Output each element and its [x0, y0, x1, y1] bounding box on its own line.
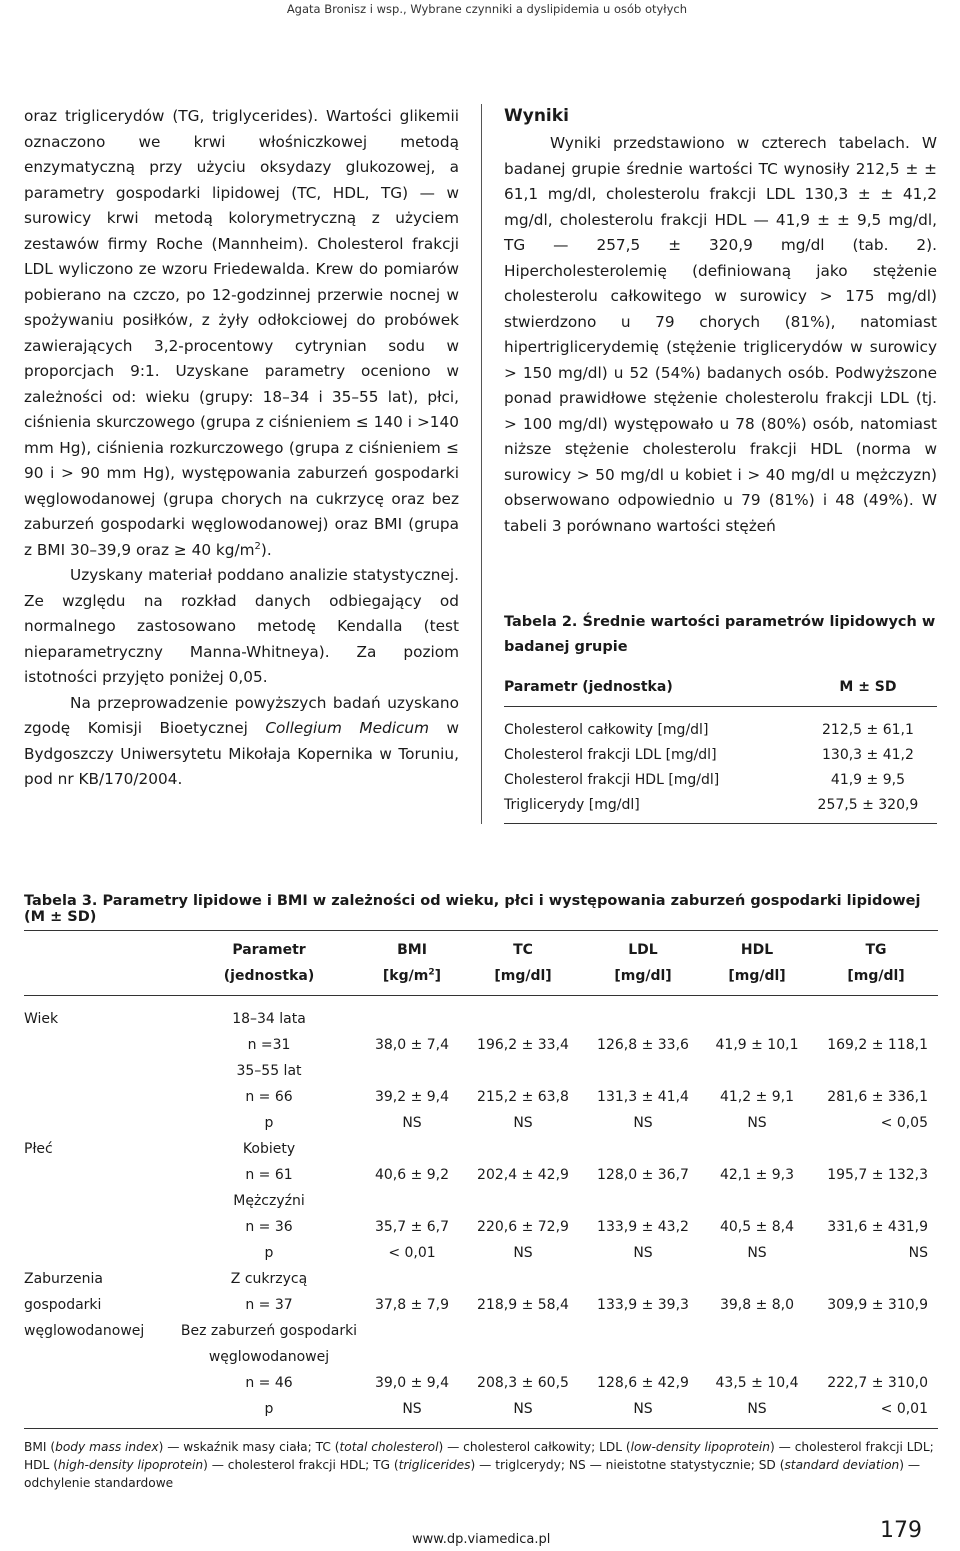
- table-row: [504, 767, 937, 792]
- table-cell-group: n = 37: [245, 1297, 293, 1313]
- footnote-part: ) — odchylenie standardowe: [24, 1458, 921, 1490]
- table3-unit-cell: [24, 963, 174, 996]
- table-cell-group: Z cukrzycą: [230, 1271, 308, 1287]
- table-cell-group: Kobiety: [242, 1141, 296, 1157]
- table-row: [24, 1110, 938, 1136]
- table-cell-value: NS: [513, 1245, 533, 1261]
- table-row: [24, 996, 938, 1033]
- table-cell-value: [586, 1136, 700, 1162]
- footnote-part: standard deviation: [784, 1458, 900, 1472]
- table-cell-value: 41,9 ± 10,1: [715, 1037, 799, 1053]
- table-cell-value: [814, 1318, 938, 1344]
- footnote-part: ) — cholesterol frakcji HDL; TG (: [203, 1458, 399, 1472]
- table-cell-value: 222,7 ± 310,0: [827, 1375, 928, 1391]
- methods-paragraph-1: [24, 104, 459, 563]
- table-cell-value: 39,2 ± 9,4: [374, 1089, 450, 1105]
- table-cell-value: [814, 1058, 938, 1084]
- table-cell-value: 39,8 ± 8,0: [719, 1297, 795, 1313]
- table-cell-value: 131,3 ± 41,4: [597, 1089, 689, 1105]
- table3-header-cell: TG: [865, 942, 887, 958]
- table-cell-value: [700, 1188, 814, 1214]
- table-cell-category: [24, 1240, 174, 1266]
- table-cell-group: p: [174, 1396, 364, 1429]
- ethics-text: Na przeprowadzenie powyższych badań uzyskano zgodę Komisji Bioetycznej: [24, 693, 459, 737]
- table-cell-value: [364, 1266, 460, 1292]
- table-cell-value: NS: [633, 1115, 653, 1131]
- table-cell-value: [814, 1188, 938, 1214]
- table-cell-value: [700, 1058, 814, 1084]
- methods-paragraph-2: Uzyskany materiał poddano analizie statystycznej. Ze względu na rozkład danych odbiegający od normalnego zastosowano metodę Kendalla (test nieparametryczny Manna-Whitneya). Za poziom istotności przyjęto poniżej 0,05.: [24, 566, 459, 686]
- table3-unit-cell: [364, 963, 460, 996]
- table-cell-param: Cholesterol frakcji HDL [mg/dl]: [504, 771, 720, 788]
- table2-caption: Tabela 2. Średnie wartości parametrów lipidowych w badanej grupie: [504, 614, 936, 655]
- table-cell-category: [24, 1188, 174, 1214]
- footnote-part: total cholesterol: [339, 1440, 439, 1454]
- table-cell-value: 208,3 ± 60,5: [477, 1375, 569, 1391]
- table-cell-value: [700, 1318, 814, 1344]
- table-cell-value: [586, 1188, 700, 1214]
- table-cell-value: 331,6 ± 431,9: [827, 1219, 928, 1235]
- table3-footnote: [24, 1438, 938, 1492]
- table-cell-value: [586, 1318, 700, 1344]
- table-cell-value: [700, 1136, 814, 1162]
- methods-text: oraz triglicerydów (TG, triglycerides). Wartości glikemii oznaczono we krwi włośniczkowej metodą enzymatyczną przy użyciu oksydazy glukozowej, a parametry gospodarki lipidowej (TC, HDL, TG) — w surowicy krwi metodą kolorymetryczną z użyciem zestawów firmy Roche (Mannheim). Cholesterol frakcji LDL wyliczono ze wzoru Friedewalda. Krew do pomiarów pobierano na czczo, po 12-godzinnej przerwie nocnej w spożywaniu posiłków, z żyły odłokciowej do probówek zawierających 3,2-procentowy cytrynian sodu w proporcjach 9:1. Uzyskane parametry oceniono w zależności od: wieku (grupy: 18–34 i 35–55 lat), płci, ciśnienia skurczowego (grupa z ciśnieniem ≤ 140 i >140 mm Hg), ciśnienia rozkurczowego (grupa z ciśnieniem ≤ 90 i > 90 mm Hg), występowania zaburzeń gospodarki węglowodanowej (grupa chorych na cukrzycę oraz bez zaburzeń gospodarki węglowodanowej) oraz BMI (grupa z BMI 30–39,9 oraz ≥ 40 kg/m: [24, 107, 459, 559]
- table-cell-category: [24, 1084, 174, 1110]
- table3: [24, 930, 938, 1429]
- table-cell-category: Wiek: [24, 1011, 59, 1027]
- table-cell-category: gospodarki: [24, 1297, 102, 1313]
- table-cell-value: [700, 996, 814, 1033]
- table-cell-value: 195,7 ± 132,3: [827, 1167, 928, 1183]
- table-cell-category: [24, 1214, 174, 1240]
- table-cell-value: [814, 1344, 938, 1370]
- ethics-text-end: w Bydgoszczy Uniwersytetu Mikołaja Kopernika w Toruniu, pod nr KB/170/2004.: [24, 719, 460, 788]
- column-divider: [481, 104, 482, 824]
- table2-header-param: Parametr (jednostka): [504, 668, 799, 707]
- table-cell-param: Triglicerydy [mg/dl]: [504, 792, 799, 824]
- table-cell-group: n = 36: [245, 1219, 293, 1235]
- footnote-part: BMI (: [24, 1440, 56, 1454]
- table-cell-value: 41,2 ± 9,1: [719, 1089, 795, 1105]
- table-cell-value: 39,0 ± 9,4: [374, 1375, 450, 1391]
- table-cell-value: 128,0 ± 36,7: [597, 1167, 689, 1183]
- table-cell-value: 257,5 ± 320,9: [799, 792, 937, 824]
- table-cell-value: [364, 1136, 460, 1162]
- table-cell-param: Cholesterol całkowity [mg/dl]: [504, 721, 709, 738]
- footnote-part: ) — wskaźnik masy ciała; TC (: [158, 1440, 340, 1454]
- table-cell-value: 196,2 ± 33,4: [477, 1037, 569, 1053]
- table-cell-value: NS: [633, 1245, 653, 1261]
- table-cell-value: [460, 1266, 586, 1292]
- table-cell-value: [814, 1266, 938, 1292]
- table3-header-cell: LDL: [628, 942, 658, 958]
- table-row: [24, 1292, 938, 1318]
- table-cell-value: NS: [700, 1396, 814, 1429]
- table-cell-value: 38,0 ± 7,4: [374, 1037, 450, 1053]
- table2: [504, 668, 937, 824]
- footnote-part: ) — cholesterol całkowity; LDL (: [438, 1440, 631, 1454]
- table-cell-value: NS: [364, 1396, 460, 1429]
- footnote-part: ) — cholesterol frakcji LDL; HDL (: [24, 1440, 934, 1472]
- table-cell-value: 169,2 ± 118,1: [827, 1037, 928, 1053]
- table-cell-value: 218,9 ± 58,4: [477, 1297, 569, 1313]
- table3-header-cell: BMI: [397, 942, 427, 958]
- table3-unit-cell: [mg/dl]: [586, 963, 700, 996]
- table-cell-param: Cholesterol frakcji LDL [mg/dl]: [504, 746, 717, 763]
- table-cell-value: 212,5 ± 61,1: [822, 721, 914, 738]
- table-cell-value: [460, 996, 586, 1033]
- table-cell-value: [460, 1188, 586, 1214]
- table-cell-value: [460, 1058, 586, 1084]
- table-cell-value: [364, 996, 460, 1033]
- table-cell-value: 133,9 ± 43,2: [597, 1219, 689, 1235]
- table3-header-cell: [24, 931, 174, 964]
- table3-unit-cell: [mg/dl]: [700, 963, 814, 996]
- table-row: [24, 1396, 938, 1429]
- superscript: 2: [428, 967, 435, 978]
- table-cell-category: [24, 1396, 174, 1429]
- table-row: [24, 1344, 938, 1370]
- table-row: [24, 1058, 938, 1084]
- table-cell-value: NS: [747, 1245, 767, 1261]
- table-cell-value: 37,8 ± 7,9: [374, 1297, 450, 1313]
- table-cell-value: 40,6 ± 9,2: [374, 1167, 450, 1183]
- table-cell-value: [460, 1318, 586, 1344]
- table-cell-value: NS: [513, 1115, 533, 1131]
- footer-url: www.dp.viamedica.pl: [412, 1532, 551, 1547]
- table-row: [504, 742, 937, 767]
- table-cell-value: [364, 1344, 460, 1370]
- table-row: [24, 1032, 938, 1058]
- table-cell-group: p: [264, 1245, 274, 1261]
- page-number: 179: [880, 1518, 922, 1543]
- table-cell-value: [364, 1318, 460, 1344]
- table-cell-value: 215,2 ± 63,8: [477, 1089, 569, 1105]
- footnote-part: high-density lipoprotein: [57, 1458, 204, 1472]
- table-cell-group: n =31: [247, 1037, 291, 1053]
- table-cell-value: [364, 1058, 460, 1084]
- table-row: [24, 1240, 938, 1266]
- methods-paragraph-3: [24, 691, 459, 793]
- table-cell-value: [460, 1136, 586, 1162]
- table-cell-value: NS: [747, 1115, 767, 1131]
- running-title: Agata Bronisz i wsp., Wybrane czynniki a dyslipidemia u osób otyłych: [286, 2, 687, 16]
- table-row: [24, 1318, 938, 1344]
- table-cell-group: 35–55 lat: [236, 1063, 302, 1079]
- table-cell-group: węglowodanowej: [208, 1349, 330, 1365]
- table-cell-value: 220,6 ± 72,9: [477, 1219, 569, 1235]
- table-cell-value: 35,7 ± 6,7: [374, 1219, 450, 1235]
- footnote-part: triglicerides: [398, 1458, 471, 1472]
- table-cell-value: [700, 1266, 814, 1292]
- table-cell-value: [700, 1344, 814, 1370]
- table-cell-category: Zaburzenia: [24, 1271, 103, 1287]
- right-column: [504, 104, 937, 539]
- table-cell-value: [586, 1058, 700, 1084]
- footnote-part: low-density lipoprotein: [630, 1440, 770, 1454]
- table3-unit-cell: (jednostka): [174, 963, 364, 996]
- table-cell-value: < 0,01: [388, 1245, 436, 1261]
- table-cell-value: [814, 996, 938, 1033]
- table-row: [24, 1188, 938, 1214]
- table-cell-category: [24, 1032, 174, 1058]
- table3-unit-cell: [mg/dl]: [814, 963, 938, 996]
- table-cell-category: [24, 1162, 174, 1188]
- table-cell-value: NS: [586, 1396, 700, 1429]
- table-cell-value: 309,9 ± 310,9: [827, 1297, 928, 1313]
- table-cell-group: n = 46: [245, 1375, 293, 1391]
- left-column: [24, 104, 459, 793]
- table-row: [24, 1084, 938, 1110]
- table-cell-value: < 0,01: [814, 1396, 938, 1429]
- table-cell-value: 130,3 ± 41,2: [822, 746, 914, 763]
- table-cell-category: węglowodanowej: [24, 1323, 145, 1339]
- table-row: [504, 707, 937, 743]
- results-paragraph: Wyniki przedstawiono w czterech tabelach. W badanej grupie średnie wartości TC wynosiły 212,5 ± ± 61,1 mg/dl, cholesterolu frakcji LDL 130,3 ± ± 41,2 mg/dl, cholesterolu frakcji HDL — 41,9 ± ± 9,5 mg/dl, TG — 257,5 ± 320,9 mg/dl (tab. 2). Hipercholesterolemię (definiowaną jako stężenie cholesterolu całkowitego w surowicy > 175 mg/dl) stwierdzono u 79 chorych (81%), natomiast hipertriglicerydemię (stężenie triglicerydów w surowicy > 150 mg/dl) u 52 (54%) badanych osób. Podwyższone ponad prawidłowe stężenie cholesterolu frakcji LDL (tj. > 100 mg/dl) występowało u 78 (80%) osób, natomiast niższe stężenie cholesterolu frakcji HDL (norma w surowicy > 50 mg/dl u kobiet i > 40 mg/dl u mężczyzn) obserwowano odpowiednio u 79 (81%) i 48 (49%). W tabeli 3 porównano wartości stężeń: [504, 134, 937, 535]
- section-heading-results: Wyniki: [504, 106, 569, 126]
- table-cell-value: [586, 996, 700, 1033]
- table2-header-msd: M ± SD: [799, 668, 937, 707]
- table-cell-group: n = 61: [245, 1167, 293, 1183]
- footnote-part: ) — triglcerydy; NS — nieistotne statystycznie; SD (: [470, 1458, 785, 1472]
- table-cell-value: NS: [402, 1115, 422, 1131]
- table-cell-group: p: [264, 1115, 274, 1131]
- table-cell-value: NS: [908, 1245, 928, 1261]
- table-cell-value: [586, 1344, 700, 1370]
- methods-text-end: ).: [260, 540, 272, 559]
- table-row: [24, 1162, 938, 1188]
- table-cell-value: [814, 1136, 938, 1162]
- table-cell-value: NS: [460, 1396, 586, 1429]
- table-cell-value: 41,9 ± 9,5: [830, 771, 905, 788]
- table-cell-value: [460, 1344, 586, 1370]
- table-cell-value: 281,6 ± 336,1: [827, 1089, 928, 1105]
- table-cell-category: Płeć: [24, 1141, 53, 1157]
- table-cell-value: 42,1 ± 9,3: [719, 1167, 795, 1183]
- table-cell-value: 126,8 ± 33,6: [597, 1037, 689, 1053]
- table-cell-category: [24, 1344, 174, 1370]
- table3-header-cell: Parametr: [232, 942, 306, 958]
- table-cell-value: [364, 1188, 460, 1214]
- table-row: [24, 1370, 938, 1396]
- table-cell-value: 133,9 ± 39,3: [597, 1297, 689, 1313]
- table-cell-group: 18–34 lata: [232, 1011, 306, 1027]
- unit-text-end: ]: [434, 968, 442, 984]
- footnote-part: body mass index: [55, 1440, 159, 1454]
- table-cell-value: < 0,05: [880, 1115, 928, 1131]
- table-cell-category: [24, 1110, 174, 1136]
- table-cell-group: Mężczyźni: [233, 1193, 305, 1209]
- table-cell-category: [24, 1058, 174, 1084]
- table3-caption: Tabela 3. Parametry lipidowe i BMI w zależności od wieku, płci i występowania zaburzeń gospodarki lipidowej (M ± SD): [24, 893, 921, 925]
- unit-text: [kg/m: [382, 968, 429, 984]
- table-cell-value: 43,5 ± 10,4: [715, 1375, 799, 1391]
- table-cell-value: 128,6 ± 42,9: [597, 1375, 689, 1391]
- table3-unit-cell: [mg/dl]: [460, 963, 586, 996]
- table-row: [24, 1214, 938, 1240]
- table-cell-group: Bez zaburzeń gospodarki: [180, 1323, 358, 1339]
- table-cell-category: [24, 1370, 174, 1396]
- table-cell-group: n = 66: [245, 1089, 293, 1105]
- table-cell-value: 40,5 ± 8,4: [719, 1219, 795, 1235]
- table-row: [24, 1136, 938, 1162]
- table3-header-cell: TC: [513, 942, 533, 958]
- ethics-italic: Collegium Medicum: [265, 719, 429, 737]
- table-cell-value: 202,4 ± 42,9: [477, 1167, 569, 1183]
- table-row: [504, 792, 937, 824]
- table3-header-cell: HDL: [740, 942, 774, 958]
- table-cell-value: [586, 1266, 700, 1292]
- superscript: 2: [254, 540, 261, 552]
- table-row: [24, 1266, 938, 1292]
- running-header: [0, 0, 960, 20]
